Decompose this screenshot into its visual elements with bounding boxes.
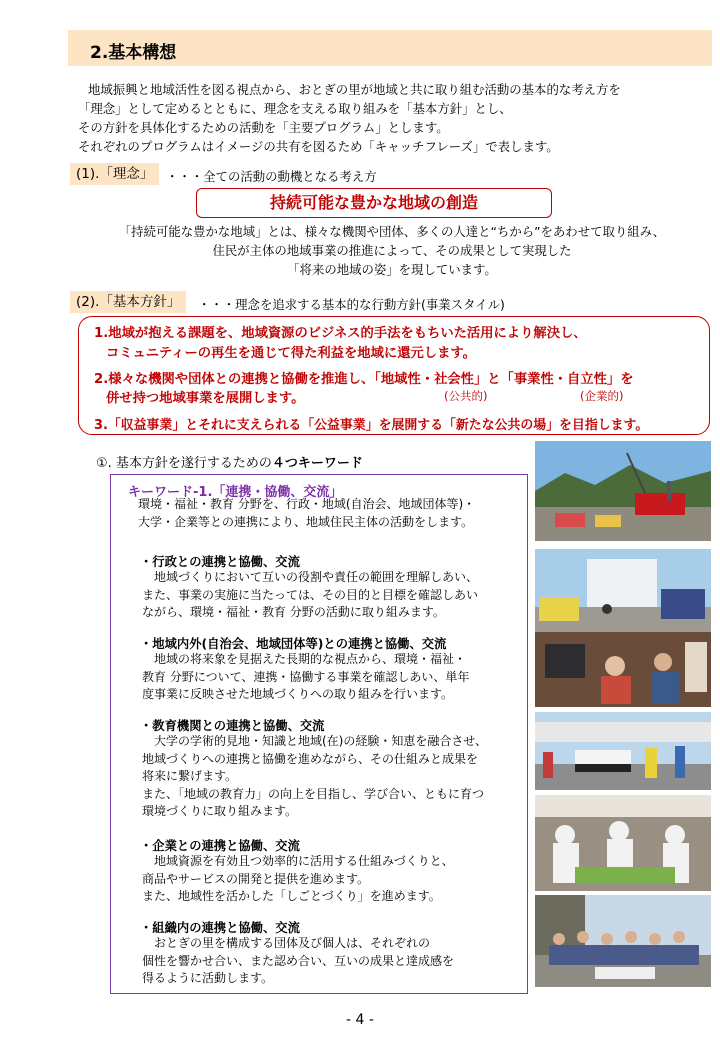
- item-line: 教育 分野について、連携・協働する事業を確認しあい、単年: [142, 669, 470, 684]
- item-chiiki-head: ・地域内外(自治会、地域団体等)との連携と協働、交流: [140, 637, 447, 651]
- item-line: 将来に繋げます。: [142, 769, 238, 784]
- keywords-title-prefix: ①. 基本方針を遂行するための: [96, 456, 272, 471]
- item-kigyo-body: [142, 853, 454, 906]
- rinen-explanation: [72, 222, 712, 279]
- policy-2-line2: 併せ持つ地域事業を展開します。: [106, 391, 305, 406]
- item-line: 商品やサービスの開発と提供を進めます。: [142, 871, 370, 886]
- rinen-explanation-line: 住民が主体の地域事業の推進によって、その成果として実現した: [212, 243, 572, 258]
- item-line: 地域づくりにおいて互いの役割や責任の範囲を理解しあい、: [154, 570, 479, 584]
- section-header: [68, 30, 712, 66]
- keyword-1-text: [138, 496, 475, 531]
- item-chiiki-body: [142, 651, 469, 704]
- policy-sub-public: (公共的): [444, 389, 488, 403]
- photo-vehicle-event: [535, 549, 711, 636]
- item-line: おとぎの里を構成する団体及び個人は、それぞれの: [154, 936, 431, 950]
- policy-1-line1: 1.地域が抱える課題を、地域資源のビジネス的手法をもちいた活用により解決し、: [94, 326, 587, 341]
- rinen-explanation-line: 「将来の地域の姿」を現しています。: [287, 262, 497, 277]
- item-line: 地域づくりへの連携と協働を進めながら、その仕組みと成果を: [142, 751, 479, 766]
- item-kyoiku-head: ・教育機関との連携と協働、交流: [140, 719, 325, 733]
- intro-line: それぞれのプログラムはイメージの共有を図るため「キャッチフレーズ」で表します。: [78, 139, 559, 154]
- photo-police-car-event: [535, 712, 711, 790]
- keyword-1-heading: キーワード-1.「連携・協働、交流」: [128, 485, 343, 500]
- page-number: - 4 -: [346, 1012, 374, 1028]
- policy-2-line1: 2.様々な機関や団体との連携と協働を推進し、「地域性・社会性」と「事業性・自立性」を: [94, 372, 634, 387]
- item-line: 地域の将来象を見据えた長期的な視点から、環境・福祉・: [154, 652, 467, 666]
- item-line: 環境づくりに取り組みます。: [142, 804, 298, 819]
- photo-group: [535, 895, 711, 987]
- intro-line: 「理念」として定めるとともに、理念を支える取り組みを「基本方針」とし、: [78, 101, 512, 116]
- keyword-1-text-line: 大学・企業等との連携により、地域住民主体の活動をします。: [138, 514, 474, 529]
- rinen-desc: ・・・全ての活動の動機となる考え方: [166, 169, 377, 184]
- item-gyosei-head: ・行政との連携と協働、交流: [140, 555, 300, 569]
- keywords-title-bold: ４つキーワード: [271, 456, 363, 471]
- houshin-tag: (2).「基本方針」: [70, 291, 186, 313]
- item-soshiki-head: ・組織内の連携と協働、交流: [140, 921, 300, 935]
- item-line: 個性を響かせ合い、また認め合い、互いの成果と達成感を: [142, 953, 455, 968]
- intro-line: 地域振興と地域活性を図る視点から、おとぎの里が地域と共に取り組む活動の基本的な考え方を: [88, 82, 621, 97]
- policy-sub-private: (企業的): [580, 389, 624, 403]
- item-line: ながら、環境・福祉・教育 分野の活動に取り組みます。: [142, 605, 445, 620]
- item-soshiki-body: [142, 935, 454, 988]
- item-line: また、事業の実施に当たっては、その目的と目標を確認しあい: [142, 587, 479, 602]
- item-line: 地域資源を有効且つ効率的に活用する仕組みづくりと、: [154, 854, 454, 868]
- item-gyosei-body: [142, 569, 478, 622]
- policy-3-line1: 3.「収益事業」とそれに支えられる「公益事業」を展開する「新たな公共の場」を目指します。: [94, 418, 649, 433]
- item-line: 度事業に反映させた地域づくりへの取り組みを行います。: [142, 687, 454, 702]
- houshin-desc: ・・・理念を追求する基本的な行動方針(事業スタイル): [198, 297, 505, 312]
- photo-fire-truck: [535, 441, 711, 541]
- rinen-tag: (1).「理念」: [70, 163, 159, 185]
- intro-paragraph: [78, 80, 698, 156]
- keyword-1-text-line: 環境・福祉・教育 分野を、行政・地域(自治会、地域団体等)・: [138, 497, 476, 511]
- item-kyoiku-body: [142, 733, 487, 821]
- item-line: 大学の学術的見地・知識と地域(在)の経験・知恵を融合させ、: [154, 734, 488, 748]
- item-line: また、「地域の教育力」の向上を目指し、学び合い、ともに育つ: [142, 786, 485, 801]
- rinen-explanation-line: 「持続可能な豊かな地域」とは、様々な機関や団体、多くの人達と“ちから”をあわせて取り組み、: [118, 224, 666, 239]
- photo-workshop: [535, 632, 711, 707]
- photo-food-processing: [535, 795, 711, 891]
- item-kigyo-head: ・企業との連携と協働、交流: [140, 839, 300, 853]
- intro-line: その方針を具体化するための活動を「主要プログラム」とします。: [78, 120, 449, 135]
- rinen-catchphrase: 持続可能な豊かな地域の創造: [196, 188, 552, 218]
- section-title: 2.基本構想: [90, 43, 177, 63]
- item-line: また、地域性を活かした「しごとづくり」を進めます。: [142, 889, 441, 904]
- policy-1-line2: コミュニティーの再生を通じて得た利益を地域に還元します。: [106, 346, 476, 361]
- keywords-title: [96, 452, 363, 471]
- item-line: 得るように活動します。: [142, 971, 274, 986]
